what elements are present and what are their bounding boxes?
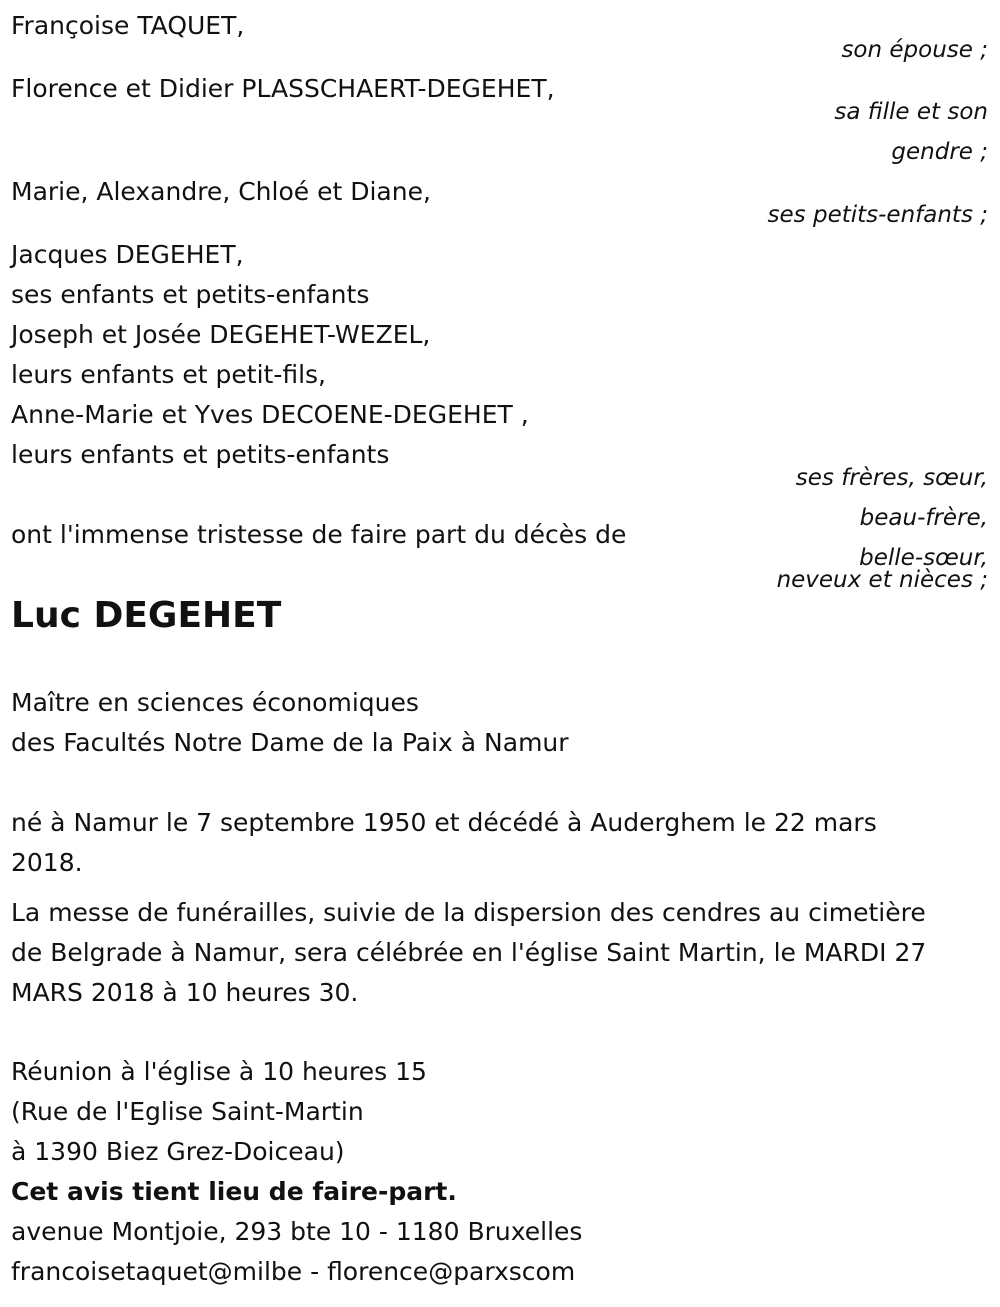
announcement-text: ont l'immense tristesse de faire part du décès de (11, 520, 627, 549)
grandchildren-role: ses petits-enfants ; (767, 202, 988, 228)
meeting-line-1: Réunion à l'église à 10 heures 15 (11, 1057, 427, 1086)
spouse-name: Françoise TAQUET, (11, 11, 245, 40)
sibling-line: Anne-Marie et Yves DECOENE-DEGEHET , (11, 400, 529, 429)
meeting-line-2: (Rue de l'Eglise Saint-Martin (11, 1097, 364, 1126)
funeral-line-3: MARS 2018 à 10 heures 30. (11, 978, 359, 1007)
degree-line-1: Maître en sciences économiques (11, 688, 419, 717)
sibling-line: Jacques DEGEHET, (11, 240, 244, 269)
siblings-role-line: beau-frère, (859, 505, 988, 531)
daughter-role-line-2: gendre ; (891, 139, 988, 165)
dates-line-2: 2018. (11, 848, 83, 877)
contact-emails: francoisetaquet@milbe - florence@parxscom (11, 1257, 576, 1286)
notice-text: Cet avis tient lieu de faire-part. (11, 1177, 457, 1206)
siblings-role-line: neveux et nièces ; (776, 567, 988, 593)
dates-line-1: né à Namur le 7 septembre 1950 et décédé à Auderghem le 22 mars (11, 808, 877, 837)
spouse-role: son épouse ; (841, 37, 988, 63)
sibling-line: Joseph et Josée DEGEHET-WEZEL, (11, 320, 431, 349)
grandchildren-names: Marie, Alexandre, Chloé et Diane, (11, 177, 431, 206)
deceased-name: Luc DEGEHET (11, 595, 282, 636)
meeting-line-3: à 1390 Biez Grez-Doiceau) (11, 1137, 345, 1166)
siblings-role-line: belle-sœur, (859, 545, 988, 571)
funeral-line-1: La messe de funérailles, suivie de la dispersion des cendres au cimetière (11, 898, 926, 927)
funeral-line-2: de Belgrade à Namur, sera célébrée en l'église Saint Martin, le MARDI 27 (11, 938, 927, 967)
daughter-role-line-1: sa fille et son (834, 99, 988, 125)
sibling-line: ses enfants et petits-enfants (11, 280, 370, 309)
degree-line-2: des Facultés Notre Dame de la Paix à Namur (11, 728, 569, 757)
sibling-line: leurs enfants et petits-enfants (11, 440, 390, 469)
siblings-role-line: ses frères, sœur, (795, 465, 988, 491)
contact-address: avenue Montjoie, 293 bte 10 - 1180 Bruxelles (11, 1217, 583, 1246)
daughter-name: Florence et Didier PLASSCHAERT-DEGEHET, (11, 74, 555, 103)
sibling-line: leurs enfants et petit-fils, (11, 360, 327, 389)
